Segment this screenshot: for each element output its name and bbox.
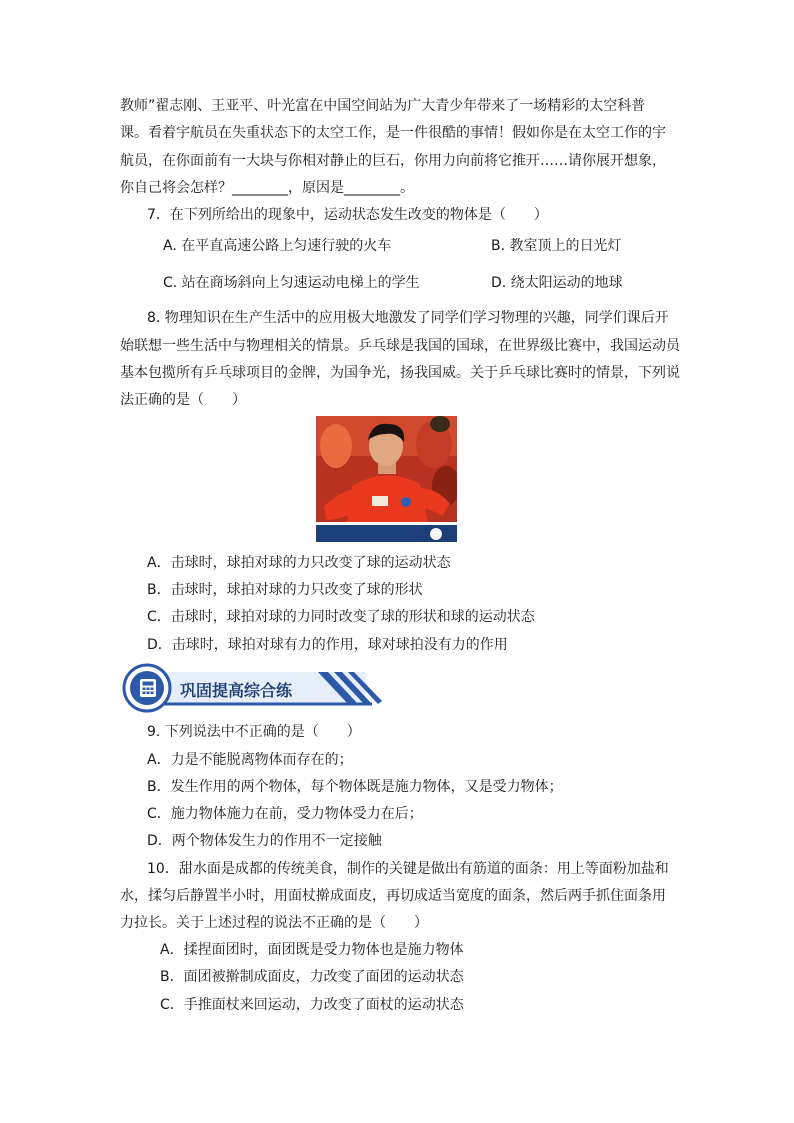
q8-option-d: D．击球时，球拍对球有力的作用，球对球拍没有力的作用 xyxy=(147,637,508,653)
intro-line-4: 你自己将会怎样？________，原因是________。 xyxy=(120,180,414,196)
intro-line-1: 教师”翟志刚、王亚平、叶光富在中国空间站为广大青少年带来了一场精彩的太空科普 xyxy=(120,98,646,114)
q7-option-a: A. 在平直高速公路上匀速行驶的火车 xyxy=(163,238,392,254)
table-tennis-player-photo xyxy=(316,416,457,542)
q7-option-b: B. 教室顶上的日光灯 xyxy=(491,238,622,254)
q9-option-c: C．施力物体施力在前，受力物体受力在后； xyxy=(147,806,423,822)
q9-option-d: D．两个物体发生力的作用不一定接触 xyxy=(147,833,382,849)
intro-line-2: 课。看着宇航员在失重状态下的太空工作，是一件很酷的事情！假如你是在太空工作的宇 xyxy=(120,125,666,141)
q7-option-d: D. 绕太阳运动的地球 xyxy=(491,275,623,291)
q8-line-2: 始联想一些生活中与物理相关的情景。乒乓球是我国的国球，在世界级比赛中，我国运动员 xyxy=(120,338,680,354)
q10-option-a: A．揉捏面团时，面团既是受力物体也是施力物体 xyxy=(160,942,464,958)
q7-option-c: C. 站在商场斜向上匀速运动电梯上的学生 xyxy=(163,275,420,291)
calculator-icon xyxy=(138,678,158,698)
q8-line-3: 基本包揽所有乒乓球项目的金牌，为国争光，扬我国威。关于乒乓球比赛时的情景，下列说 xyxy=(120,365,680,381)
q8-line-4: 法正确的是（ ） xyxy=(120,392,246,408)
q8-option-b: B．击球时，球拍对球的力只改变了球的形状 xyxy=(147,582,423,598)
q9-option-b: B．发生作用的两个物体，每个物体既是施力物体，又是受力物体； xyxy=(147,779,563,795)
intro-line-3: 航员，在你面前有一大块与你相对静止的巨石，你用力向前将它推开……请你展开想象， xyxy=(120,153,666,169)
q8-option-c: C．击球时，球拍对球的力同时改变了球的形状和球的运动状态 xyxy=(147,609,535,625)
q8-option-a: A．击球时，球拍对球的力只改变了球的运动状态 xyxy=(147,555,451,571)
q10-line-3: 力拉长。关于上述过程的说法不正确的是（ ） xyxy=(120,915,428,931)
q10-option-b: B．面团被擀制成面皮，力改变了面团的运动状态 xyxy=(160,969,464,985)
q10-option-c: C．手推面杖来回运动，力改变了面杖的运动状态 xyxy=(160,997,464,1013)
q9-option-a: A．力是不能脱离物体而存在的； xyxy=(147,752,353,768)
q10-line-1: 10．甜水面是成都的传统美食，制作的关键是做出有筋道的面条：用上等面粉加盐和 xyxy=(147,861,669,877)
q10-line-2: 水，揉匀后静置半小时，用面杖擀成面皮，再切成适当宽度的面条，然后两手抓住面条用 xyxy=(120,888,666,904)
section-title: 巩固提高综合练 xyxy=(180,681,293,700)
q8-line-1: 8. 物理知识在生产生活中的应用极大地激发了同学们学习物理的兴趣，同学们课后开 xyxy=(147,310,669,326)
q7-stem: 7．在下列所给出的现象中，运动状态发生改变的物体是（ ） xyxy=(147,207,548,223)
q9-stem: 9. 下列说法中不正确的是（ ） xyxy=(147,724,361,740)
